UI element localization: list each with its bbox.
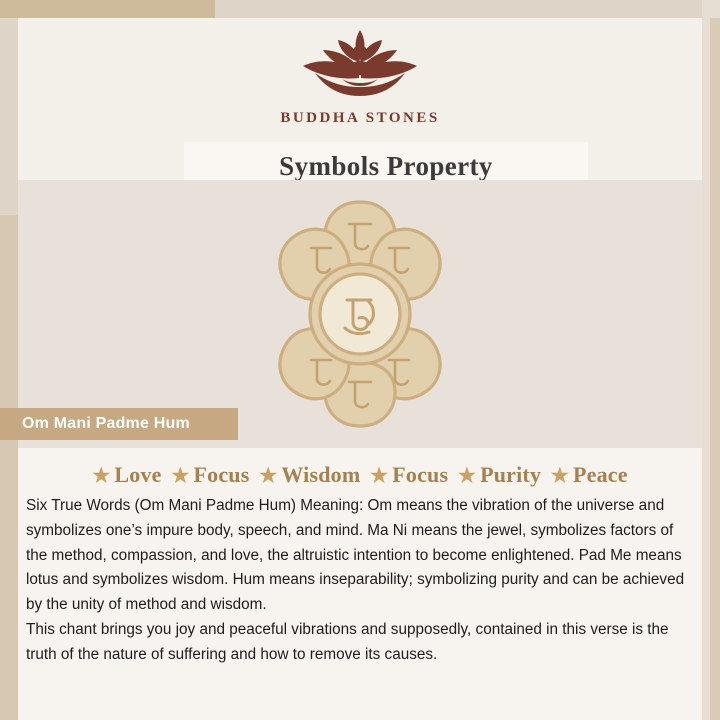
keyword-love: Love bbox=[114, 462, 162, 487]
star-icon: ★ bbox=[171, 465, 190, 487]
frame-accent-right bbox=[710, 18, 720, 720]
keyword-purity: Purity bbox=[480, 462, 542, 487]
keyword-list bbox=[18, 462, 702, 488]
star-icon: ★ bbox=[92, 465, 111, 487]
frame-accent-top-right bbox=[215, 0, 720, 18]
body-text bbox=[18, 494, 702, 667]
brand-name: BUDDHA STONES bbox=[280, 110, 440, 126]
om-mani-ribbon bbox=[0, 408, 238, 440]
ribbon-label: Om Mani Padme Hum bbox=[22, 415, 190, 432]
star-icon: ★ bbox=[550, 465, 569, 487]
keyword-wisdom: Wisdom bbox=[281, 462, 361, 487]
frame-accent-top-left bbox=[0, 0, 215, 18]
description-panel bbox=[18, 448, 702, 720]
keyword-focus-2: Focus bbox=[392, 462, 449, 487]
body-paragraph-2: This chant brings you joy and peaceful vibrations and supposedly, contained in this verse is the truth of the nature of suffering and how to remove its causes. bbox=[26, 620, 669, 663]
brand-logo bbox=[18, 26, 702, 127]
frame-accent-left bbox=[0, 215, 18, 720]
body-paragraph-1: Six True Words (Om Mani Padme Hum) Meaning: Om means the vibration of the universe and symbolizes one’s impure body, speech, and mind. Ma Ni means the jewel, symbolizes factors of the method, compassion, and love, the altruistic intention to become enlightened. Pad Me means lotus and symbolizes wisdom. Hum means inseparability; symbolizing purity and can be achieved by the unity of method and wisdom. bbox=[26, 497, 685, 614]
star-icon: ★ bbox=[259, 465, 278, 487]
page-title: Symbols Property bbox=[279, 150, 493, 181]
keyword-peace: Peace bbox=[573, 462, 628, 487]
om-mani-padme-hum-mandala-icon bbox=[229, 196, 491, 432]
lotus-meditation-icon bbox=[285, 26, 435, 108]
star-icon: ★ bbox=[370, 465, 389, 487]
header-band bbox=[18, 18, 702, 180]
star-icon: ★ bbox=[457, 465, 477, 487]
keyword-focus-1: Focus bbox=[193, 462, 250, 487]
